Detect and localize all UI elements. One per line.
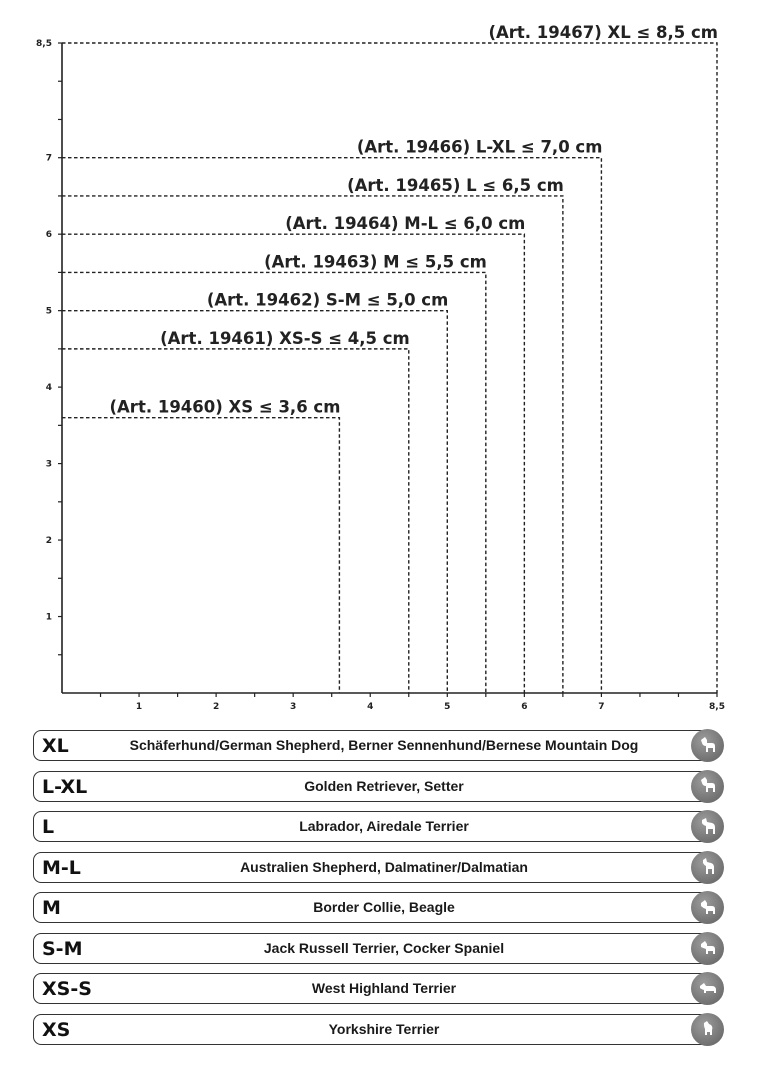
size-code: S-M bbox=[42, 937, 83, 960]
x-tick-label: 5 bbox=[444, 702, 451, 712]
size-label: (Art. 19462) S-M ≤ 5,0 cm bbox=[206, 290, 449, 310]
dog-icon bbox=[691, 932, 724, 965]
size-code: XS-S bbox=[42, 978, 92, 1000]
y-tick-label: 5 bbox=[45, 306, 52, 317]
size-label: (Art. 19466) L-XL ≤ 7,0 cm bbox=[356, 137, 603, 157]
y-tick-label: 8,5 bbox=[36, 39, 52, 49]
legend-row-m bbox=[33, 892, 723, 923]
size-code: L bbox=[42, 816, 55, 838]
size-legend bbox=[33, 730, 723, 1054]
y-tick-label: 2 bbox=[45, 536, 52, 547]
legend-row-l bbox=[33, 811, 723, 842]
breed-list: Australien Shepherd, Dalmatiner/Dalmatian bbox=[240, 858, 528, 875]
breed-list: West Highland Terrier bbox=[311, 980, 457, 996]
x-tick-label: 3 bbox=[290, 702, 297, 712]
size-label: (Art. 19467) XL ≤ 8,5 cm bbox=[488, 23, 718, 42]
breed-list: Jack Russell Terrier, Cocker Spaniel bbox=[263, 939, 505, 956]
breed-list: Schäferhund/German Shepherd, Berner Sennenhund/Bernese Mountain Dog bbox=[129, 737, 639, 753]
legend-row-xl bbox=[33, 730, 723, 761]
size-labels bbox=[110, 23, 718, 417]
legend-row-xs bbox=[33, 1014, 723, 1045]
x-tick-label: 2 bbox=[212, 702, 220, 712]
x-tick-label: 6 bbox=[521, 702, 528, 712]
breed-list: Border Collie, Beagle bbox=[313, 899, 455, 915]
dog-icon bbox=[691, 891, 724, 924]
legend-row-l-xl bbox=[33, 771, 723, 802]
size-boundary-line bbox=[62, 311, 447, 693]
size-code: L-XL bbox=[42, 775, 88, 798]
y-tick-label: 6 bbox=[45, 230, 52, 241]
x-tick-label: 8,5 bbox=[709, 702, 725, 712]
size-label: (Art. 19464) M-L ≤ 6,0 cm bbox=[285, 214, 526, 234]
size-code: M-L bbox=[42, 856, 81, 879]
legend-row-xs-s bbox=[33, 973, 723, 1004]
dog-icon bbox=[691, 1013, 724, 1046]
legend-row-s-m bbox=[33, 933, 723, 964]
breed-list: Golden Retriever, Setter bbox=[304, 777, 464, 794]
y-tick-label: 4 bbox=[45, 383, 52, 394]
x-tick-label: 7 bbox=[598, 702, 605, 712]
breed-list: Yorkshire Terrier bbox=[328, 1020, 440, 1037]
legend-row-m-l bbox=[33, 852, 723, 883]
size-label: (Art. 19461) XS-S ≤ 4,5 cm bbox=[160, 328, 410, 348]
dog-icon bbox=[691, 770, 724, 803]
dog-icon bbox=[691, 972, 724, 1005]
size-label: (Art. 19465) L ≤ 6,5 cm bbox=[347, 175, 564, 195]
y-tick-label: 1 bbox=[45, 612, 52, 623]
y-tick-label: 3 bbox=[45, 459, 52, 470]
x-tick-label: 1 bbox=[135, 702, 143, 712]
size-label: (Art. 19460) XS ≤ 3,6 cm bbox=[109, 397, 341, 417]
dog-icon bbox=[691, 851, 724, 884]
size-code: M bbox=[42, 897, 61, 919]
size-code: XL bbox=[42, 735, 69, 757]
size-code: XS bbox=[42, 1018, 71, 1041]
breed-list: Labrador, Airedale Terrier bbox=[299, 818, 469, 834]
dog-icon bbox=[691, 810, 724, 843]
x-tick-label: 4 bbox=[367, 702, 374, 712]
size-boundary-line bbox=[62, 418, 339, 693]
dog-icon bbox=[691, 729, 724, 762]
y-tick-label: 7 bbox=[45, 153, 52, 164]
size-label: (Art. 19463) M ≤ 5,5 cm bbox=[264, 252, 487, 272]
size-boundary-line bbox=[62, 158, 601, 693]
